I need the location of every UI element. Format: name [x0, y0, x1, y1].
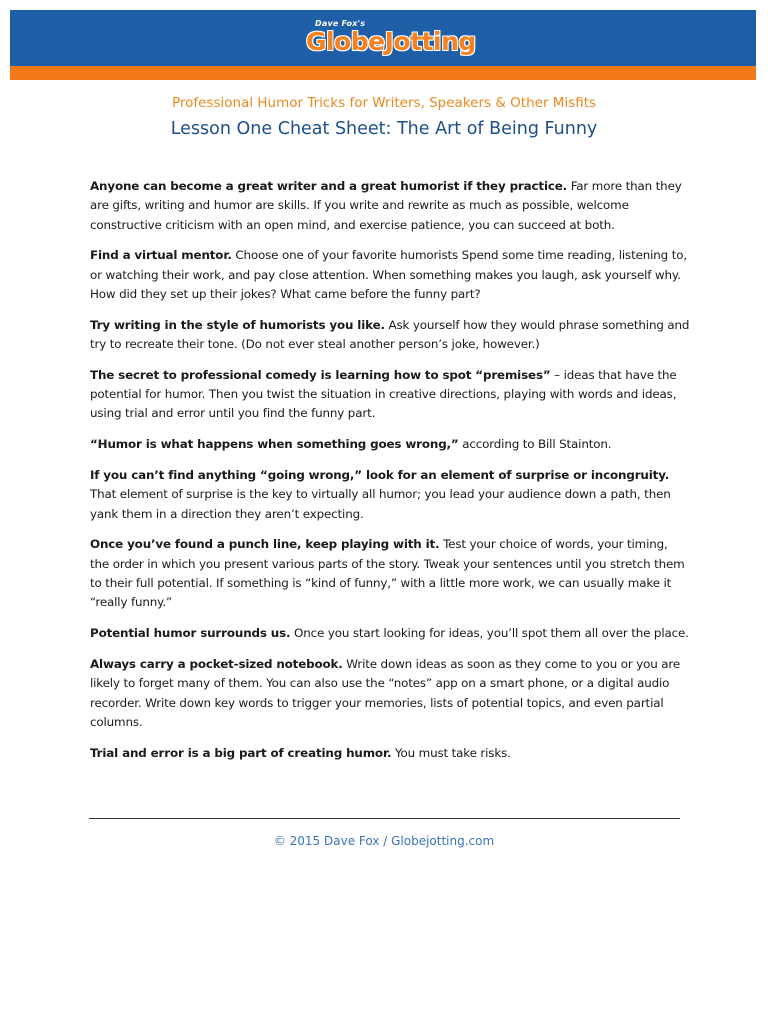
- paragraph-lead: Try writing in the style of humorists you like.: [90, 317, 385, 332]
- globejotting-logo: [10, 10, 756, 66]
- footer-divider: [89, 818, 680, 819]
- logo-byline: Dave Fox's: [315, 19, 366, 28]
- footer-copyright: © 2015 Dave Fox / Globejotting.com: [273, 834, 495, 848]
- paragraph-text: You must take risks.: [391, 745, 511, 760]
- paragraph-text: Choose one of your favorite humorists Spend some time reading, listening to, or watching their work, and pay close attention. When something makes you laugh, ask yourself why. How did they set up their jokes? What came before the funny part?: [90, 248, 687, 301]
- paragraph-lead: Trial and error is a big part of creating humor.: [90, 745, 392, 760]
- paragraph-text: according to Bill Stainton.: [458, 437, 612, 452]
- logo-wordmark: GlobeJotting: [306, 27, 476, 56]
- paragraph-lead: Anyone can become a great writer and a great humorist if they practice.: [90, 179, 568, 193]
- paragraph: [90, 624, 690, 643]
- paragraph-text: Ask yourself how they would phrase something and try to recreate their tone. (Do not ever steal another person’s joke, however.): [90, 317, 690, 352]
- paragraph: [90, 177, 690, 235]
- paragraph-text: Far more than they are gifts, writing and humor are skills. If you write and rewrite as much as possible, welcome constructive criticism with an open mind, and exercise patience, you can succeed at both.: [90, 179, 682, 232]
- paragraph: [90, 366, 690, 424]
- paragraph-lead: If you can’t find anything “going wrong,” look for an element of surprise or incongruity.: [90, 468, 670, 483]
- header-orange-stripe: [10, 66, 756, 80]
- paragraph-text: Once you start looking for ideas, you’ll spot them all over the place.: [290, 626, 689, 641]
- document-body: [90, 177, 690, 774]
- paragraph-text: Test your choice of words, your timing, the order in which you present various parts of the story. Tweak your sentences until you stretch them to their full potential. If something is “kind of funny,” with a little more work, we can usually make it “really funny.”: [90, 537, 685, 610]
- paragraph-text: – ideas that have the potential for humor. Then you twist the situation in creative directions, playing with words and ideas, using trial and error until you find the funny part.: [90, 367, 677, 421]
- paragraph: [90, 466, 690, 524]
- paragraph-lead: Potential humor surrounds us.: [90, 626, 291, 641]
- paragraph-text: That element of surprise is the key to virtually all humor; you lead your audience down a path, then yank them in a direction they aren’t expecting.: [90, 487, 671, 521]
- paragraph-lead: Find a virtual mentor.: [90, 248, 232, 263]
- paragraph: [90, 316, 690, 355]
- paragraph-lead: “Humor is what happens when something goes wrong,”: [90, 437, 459, 452]
- paragraph-lead: Always carry a pocket-sized notebook.: [90, 656, 343, 671]
- paragraph: [90, 744, 690, 763]
- header-banner: [10, 10, 756, 66]
- paragraph: [90, 435, 690, 454]
- paragraph-text: Write down ideas as soon as they come to you or you are likely to forget many of them. You can also use the “notes” app on a smart phone, or a digital audio recorder. Write down key words to trigger your memories, lists of potential topics, and even partial columns.: [90, 656, 681, 729]
- document-title: Lesson One Cheat Sheet: The Art of Being Funny: [170, 119, 598, 139]
- document-subtitle: Professional Humor Tricks for Writers, Speakers & Other Misfits: [171, 95, 597, 111]
- paragraph: [90, 246, 690, 304]
- paragraph: [90, 655, 690, 732]
- paragraph-lead: The secret to professional comedy is learning how to spot “premises”: [90, 367, 551, 382]
- paragraph-lead: Once you’ve found a punch line, keep playing with it.: [90, 537, 440, 552]
- paragraph: [90, 535, 690, 612]
